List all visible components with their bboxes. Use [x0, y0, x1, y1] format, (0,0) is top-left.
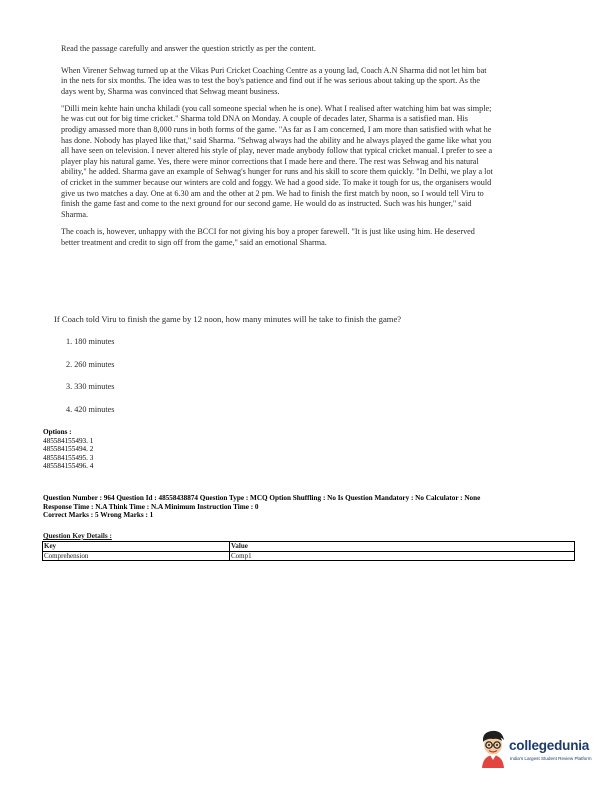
logo-tagline: India's Largest Student Review Platform	[510, 756, 592, 761]
passage	[61, 44, 493, 255]
passage-paragraph: "Dilli mein kehte hain uncha khiladi (you call someone special when he is one). What I realised after watching him bat was simple; he was cut out for big time cricket." Sharma told DNA on Monday. A couple of decades later, Sharma is a satisfied man. His prodigy amassed more than 8,000 runs in both forms of the game. "As far as I am concerned, I am more than satisfied with what he has done. Nobody has played like that," said Sharma. "Sehwag always had the ability and he always played the game like what you all have seen on television. I never altered his style of play, never made anybody follow that typical cricket manual. I prefer to see a player play his natural game. Yes, there were minor corrections that I made here and there. The rest was Sehwag and his natural ability," he added. Sharma gave an example of Sehwag's hunger for runs and his skill to score them quickly. "In Delhi, we play a lot of cricket in the summer because our winters are cold and foggy. We had a good side. To make it tough for us, the organisers would give us two matches a day. One at 6.30 am and the other at 2 pm. We had to finish the first match by noon, so I would tell Viru to finish the game fast and come to the next ground for our second game. He would do as instructed. Such was his hunger," said Sharma.	[61, 103, 493, 219]
column-header-key: Key	[43, 542, 230, 552]
option-id: 485584155493. 1	[43, 436, 94, 445]
options-block	[43, 428, 93, 471]
answer-choice: 2. 260 minutes	[66, 359, 115, 369]
column-header-value: Value	[230, 542, 575, 552]
question-info	[43, 494, 583, 520]
answer-choice: 1. 180 minutes	[66, 337, 115, 346]
key-details-table	[42, 541, 575, 561]
option-id: 485584155494. 2	[43, 445, 94, 454]
question-text: If Coach told Viru to finish the game by 12 noon, how many minutes will he take to finish the game?	[54, 314, 402, 324]
question-info-line: Response Time : N.A Think Time : N.A Minimum Instruction Time : 0	[43, 502, 259, 511]
collegedunia-logo	[478, 728, 604, 768]
table-header-row	[43, 542, 575, 552]
passage-instruction: Read the passage carefully and answer the question strictly as per the content.	[61, 44, 316, 53]
answer-choices	[66, 337, 114, 428]
answer-choice: 3. 330 minutes	[66, 382, 115, 392]
table-row	[43, 551, 575, 561]
key-details-title: Question Key Details :	[43, 532, 112, 540]
value-cell: Comp1	[230, 551, 575, 561]
question-info-line: Correct Marks : 5 Wrong Marks : 1	[43, 511, 154, 520]
student-mascot-icon	[478, 728, 508, 768]
option-id: 485584155495. 3	[43, 453, 94, 462]
question-info-line: Question Number : 964 Question Id : 48558438874 Question Type : MCQ Option Shuffling : No Is Question Mandatory : No Calculator : None	[43, 494, 481, 502]
passage-paragraph: When Virener Sehwag turned up at the Vikas Puri Cricket Coaching Centre as a young lad, Coach A.N Sharma did not let him bat in the nets for six months. The idea was to test the boy's patience and find out if he was serious about taking up the sport. As the days went by, Sharma was convinced that Sehwag meant business.	[61, 65, 487, 96]
logo-wordmark: collegedunia	[509, 738, 590, 753]
option-id: 485584155496. 4	[43, 462, 94, 471]
options-header: Options :	[43, 428, 72, 436]
answer-choice: 4. 420 minutes	[66, 405, 115, 415]
passage-paragraph: The coach is, however, unhappy with the BCCI for not giving his boy a proper farewell. "It is just like using him. He deserved better treatment and credit to sign off from the game," said an emotional Sharma.	[61, 226, 475, 247]
key-cell: Comprehension	[43, 551, 230, 561]
